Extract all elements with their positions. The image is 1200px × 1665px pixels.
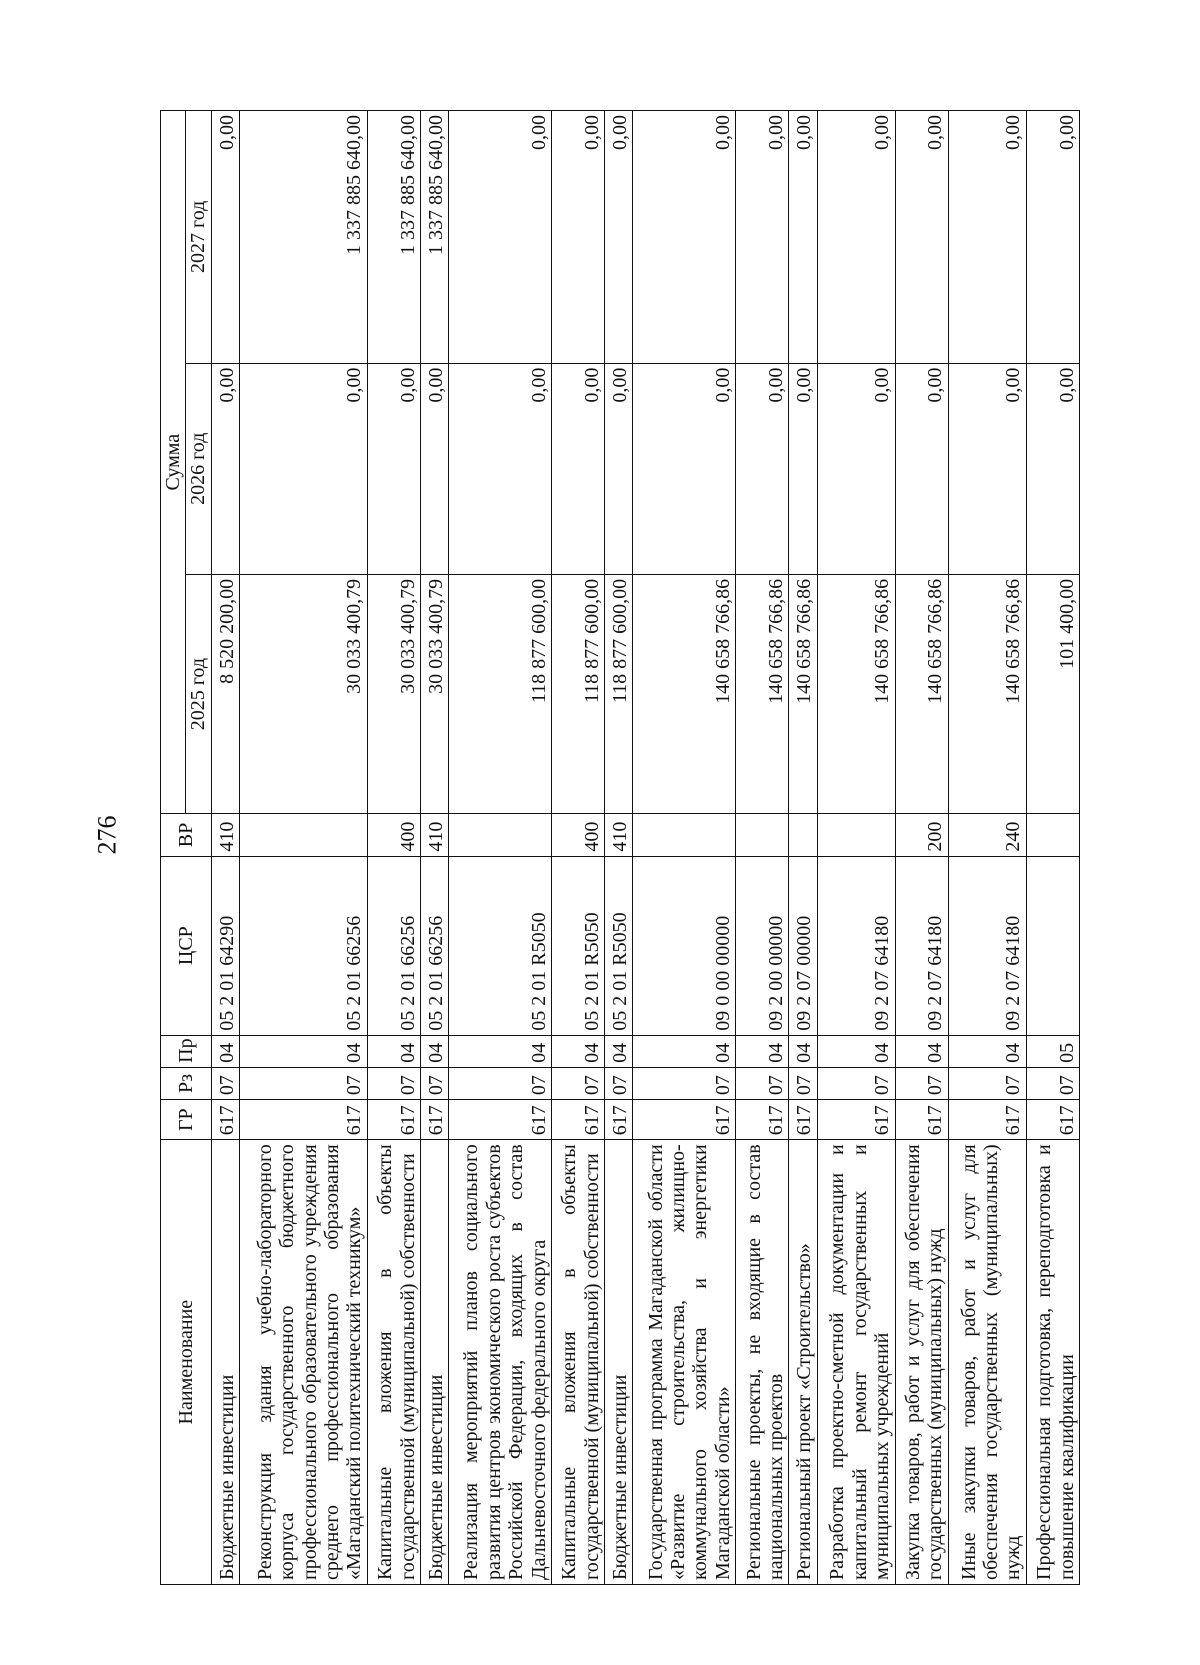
cell-2025: 30 033 400,79 bbox=[367, 574, 420, 813]
cell-gr: 617 bbox=[817, 1100, 895, 1140]
cell-2027: 0,00 bbox=[895, 111, 948, 364]
cell-2026: 0,00 bbox=[605, 363, 633, 574]
cell-2025: 140 658 766,86 bbox=[633, 574, 736, 813]
header-name: Наименование bbox=[161, 1140, 212, 1585]
cell-csr: 09 2 07 64180 bbox=[948, 856, 1026, 1035]
cell-2027: 0,00 bbox=[1026, 111, 1079, 364]
table-row bbox=[736, 111, 789, 1585]
cell-name: Бюджетные инвестиции bbox=[211, 1140, 239, 1585]
cell-2025: 118 877 600,00 bbox=[449, 574, 552, 813]
cell-csr: 05 2 01 R5050 bbox=[605, 856, 633, 1035]
cell-gr: 617 bbox=[367, 1100, 420, 1140]
cell-rz: 07 bbox=[211, 1067, 239, 1099]
cell-vr: 410 bbox=[420, 814, 448, 856]
cell-pr: 05 bbox=[1026, 1035, 1079, 1067]
budget-table bbox=[160, 110, 1080, 1585]
cell-name: Реконструкция здания учебно-лабораторного корпуса государственного бюджетного профессионального образовательного учреждения среднего профессионального образования «Магаданский политехнический техникум» bbox=[240, 1140, 368, 1585]
cell-gr: 617 bbox=[420, 1100, 448, 1140]
cell-2026: 0,00 bbox=[449, 363, 552, 574]
cell-pr: 04 bbox=[552, 1035, 605, 1067]
cell-csr: 05 2 01 66256 bbox=[367, 856, 420, 1035]
cell-csr: 09 2 07 64180 bbox=[895, 856, 948, 1035]
cell-2027: 0,00 bbox=[948, 111, 1026, 364]
cell-2025: 118 877 600,00 bbox=[605, 574, 633, 813]
cell-csr: 05 2 01 64290 bbox=[211, 856, 239, 1035]
cell-2027: 0,00 bbox=[633, 111, 736, 364]
cell-name: Профессиональная подготовка, переподготовка и повышение квалификации bbox=[1026, 1140, 1079, 1585]
cell-gr: 617 bbox=[1026, 1100, 1079, 1140]
cell-2027: 0,00 bbox=[552, 111, 605, 364]
cell-vr: 410 bbox=[211, 814, 239, 856]
header-gr: ГР bbox=[161, 1100, 212, 1140]
table-header bbox=[161, 111, 212, 1585]
cell-pr: 04 bbox=[605, 1035, 633, 1067]
cell-2025: 101 400,00 bbox=[1026, 574, 1079, 813]
cell-pr: 04 bbox=[449, 1035, 552, 1067]
cell-2027: 1 337 885 640,00 bbox=[420, 111, 448, 364]
header-2027: 2027 год bbox=[186, 111, 211, 364]
cell-name: Бюджетные инвестиции bbox=[420, 1140, 448, 1585]
cell-vr: 240 bbox=[948, 814, 1026, 856]
cell-gr: 617 bbox=[948, 1100, 1026, 1140]
cell-2025: 140 658 766,86 bbox=[736, 574, 789, 813]
cell-csr bbox=[1026, 856, 1079, 1035]
cell-csr: 05 2 01 66256 bbox=[420, 856, 448, 1035]
cell-pr: 04 bbox=[948, 1035, 1026, 1067]
cell-2026: 0,00 bbox=[1026, 363, 1079, 574]
cell-vr: 200 bbox=[895, 814, 948, 856]
header-2026: 2026 год bbox=[186, 363, 211, 574]
cell-rz: 07 bbox=[605, 1067, 633, 1099]
table-row bbox=[240, 111, 368, 1585]
cell-2027: 0,00 bbox=[211, 111, 239, 364]
cell-2025: 30 033 400,79 bbox=[240, 574, 368, 813]
cell-rz: 07 bbox=[420, 1067, 448, 1099]
cell-rz: 07 bbox=[817, 1067, 895, 1099]
cell-2027: 1 337 885 640,00 bbox=[367, 111, 420, 364]
cell-csr: 09 2 07 00000 bbox=[789, 856, 817, 1035]
cell-rz: 07 bbox=[449, 1067, 552, 1099]
header-sum: Сумма bbox=[161, 111, 186, 814]
cell-gr: 617 bbox=[895, 1100, 948, 1140]
cell-csr: 05 2 01 R5050 bbox=[552, 856, 605, 1035]
cell-2025: 8 520 200,00 bbox=[211, 574, 239, 813]
cell-pr: 04 bbox=[633, 1035, 736, 1067]
cell-csr: 05 2 01 66256 bbox=[240, 856, 368, 1035]
cell-pr: 04 bbox=[420, 1035, 448, 1067]
cell-rz: 07 bbox=[1026, 1067, 1079, 1099]
cell-2025: 140 658 766,86 bbox=[948, 574, 1026, 813]
cell-2026: 0,00 bbox=[633, 363, 736, 574]
cell-vr bbox=[449, 814, 552, 856]
header-csr: ЦСР bbox=[161, 856, 212, 1035]
cell-2025: 140 658 766,86 bbox=[895, 574, 948, 813]
cell-rz: 07 bbox=[948, 1067, 1026, 1099]
cell-rz: 07 bbox=[789, 1067, 817, 1099]
table-row bbox=[420, 111, 448, 1585]
cell-2026: 0,00 bbox=[420, 363, 448, 574]
cell-pr: 04 bbox=[367, 1035, 420, 1067]
cell-gr: 617 bbox=[552, 1100, 605, 1140]
cell-csr: 05 2 01 R5050 bbox=[449, 856, 552, 1035]
cell-2026: 0,00 bbox=[552, 363, 605, 574]
cell-vr bbox=[817, 814, 895, 856]
cell-2026: 0,00 bbox=[948, 363, 1026, 574]
cell-vr bbox=[736, 814, 789, 856]
table-body bbox=[211, 111, 1079, 1585]
cell-2027: 0,00 bbox=[817, 111, 895, 364]
cell-2027: 0,00 bbox=[789, 111, 817, 364]
cell-vr: 410 bbox=[605, 814, 633, 856]
cell-name: Закупка товаров, работ и услуг для обеспечения государственных (муниципальных) нужд bbox=[895, 1140, 948, 1585]
table-row bbox=[605, 111, 633, 1585]
cell-name: Региональный проект «Строительство» bbox=[789, 1140, 817, 1585]
cell-rz: 07 bbox=[736, 1067, 789, 1099]
cell-vr bbox=[633, 814, 736, 856]
page-number: 276 bbox=[92, 815, 122, 855]
cell-rz: 07 bbox=[552, 1067, 605, 1099]
cell-pr: 04 bbox=[211, 1035, 239, 1067]
cell-csr: 09 2 00 00000 bbox=[736, 856, 789, 1035]
cell-gr: 617 bbox=[633, 1100, 736, 1140]
cell-gr: 617 bbox=[605, 1100, 633, 1140]
cell-name: Капитальные вложения в объекты государственной (муниципальной) собственности bbox=[552, 1140, 605, 1585]
cell-pr: 04 bbox=[817, 1035, 895, 1067]
header-rz: Рз bbox=[161, 1067, 212, 1099]
header-2025: 2025 год bbox=[186, 574, 211, 813]
cell-2027: 1 337 885 640,00 bbox=[240, 111, 368, 364]
cell-rz: 07 bbox=[895, 1067, 948, 1099]
cell-2026: 0,00 bbox=[895, 363, 948, 574]
cell-name: Бюджетные инвестиции bbox=[605, 1140, 633, 1585]
cell-name: Капитальные вложения в объекты государственной (муниципальной) собственности bbox=[367, 1140, 420, 1585]
cell-name: Реализация мероприятий планов социального развития центров экономического роста субъектов Российской Федерации, входящих в состав Дальневосточного федерального округа bbox=[449, 1140, 552, 1585]
cell-gr: 617 bbox=[789, 1100, 817, 1140]
table-row bbox=[633, 111, 736, 1585]
cell-gr: 617 bbox=[449, 1100, 552, 1140]
cell-2027: 0,00 bbox=[605, 111, 633, 364]
cell-2026: 0,00 bbox=[211, 363, 239, 574]
table-row bbox=[948, 111, 1026, 1585]
cell-name: Иные закупки товаров, работ и услуг для обеспечения государственных (муниципальных) нужд bbox=[948, 1140, 1026, 1585]
table-row bbox=[367, 111, 420, 1585]
cell-2025: 30 033 400,79 bbox=[420, 574, 448, 813]
cell-rz: 07 bbox=[633, 1067, 736, 1099]
table-row bbox=[895, 111, 948, 1585]
cell-2027: 0,00 bbox=[449, 111, 552, 364]
header-pr: Пр bbox=[161, 1035, 212, 1067]
cell-2026: 0,00 bbox=[789, 363, 817, 574]
table-row bbox=[789, 111, 817, 1585]
header-vr: ВР bbox=[161, 814, 212, 856]
cell-gr: 617 bbox=[211, 1100, 239, 1140]
cell-gr: 617 bbox=[736, 1100, 789, 1140]
table-row bbox=[211, 111, 239, 1585]
cell-vr bbox=[240, 814, 368, 856]
cell-rz: 07 bbox=[367, 1067, 420, 1099]
cell-name: Разработка проектно-сметной документации и капитальный ремонт государственных и муниципальных учреждений bbox=[817, 1140, 895, 1585]
cell-name: Государственная программа Магаданской области «Развитие строительства, жилищно-коммунального хозяйства и энергетики Магаданской области» bbox=[633, 1140, 736, 1585]
cell-2027: 0,00 bbox=[736, 111, 789, 364]
cell-2025: 140 658 766,86 bbox=[817, 574, 895, 813]
cell-2026: 0,00 bbox=[240, 363, 368, 574]
cell-pr: 04 bbox=[895, 1035, 948, 1067]
cell-vr bbox=[789, 814, 817, 856]
cell-vr: 400 bbox=[367, 814, 420, 856]
cell-2026: 0,00 bbox=[817, 363, 895, 574]
cell-csr: 09 0 00 00000 bbox=[633, 856, 736, 1035]
cell-pr: 04 bbox=[240, 1035, 368, 1067]
cell-rz: 07 bbox=[240, 1067, 368, 1099]
cell-name: Региональные проекты, не входящие в состав национальных проектов bbox=[736, 1140, 789, 1585]
cell-csr: 09 2 07 64180 bbox=[817, 856, 895, 1035]
cell-2025: 118 877 600,00 bbox=[552, 574, 605, 813]
cell-2026: 0,00 bbox=[367, 363, 420, 574]
cell-pr: 04 bbox=[736, 1035, 789, 1067]
cell-gr: 617 bbox=[240, 1100, 368, 1140]
cell-vr: 400 bbox=[552, 814, 605, 856]
cell-2025: 140 658 766,86 bbox=[789, 574, 817, 813]
table-row bbox=[449, 111, 552, 1585]
rotated-page bbox=[160, 110, 1080, 1585]
cell-pr: 04 bbox=[789, 1035, 817, 1067]
table-row bbox=[817, 111, 895, 1585]
table-row bbox=[552, 111, 605, 1585]
cell-2026: 0,00 bbox=[736, 363, 789, 574]
table-row bbox=[1026, 111, 1079, 1585]
cell-vr bbox=[1026, 814, 1079, 856]
